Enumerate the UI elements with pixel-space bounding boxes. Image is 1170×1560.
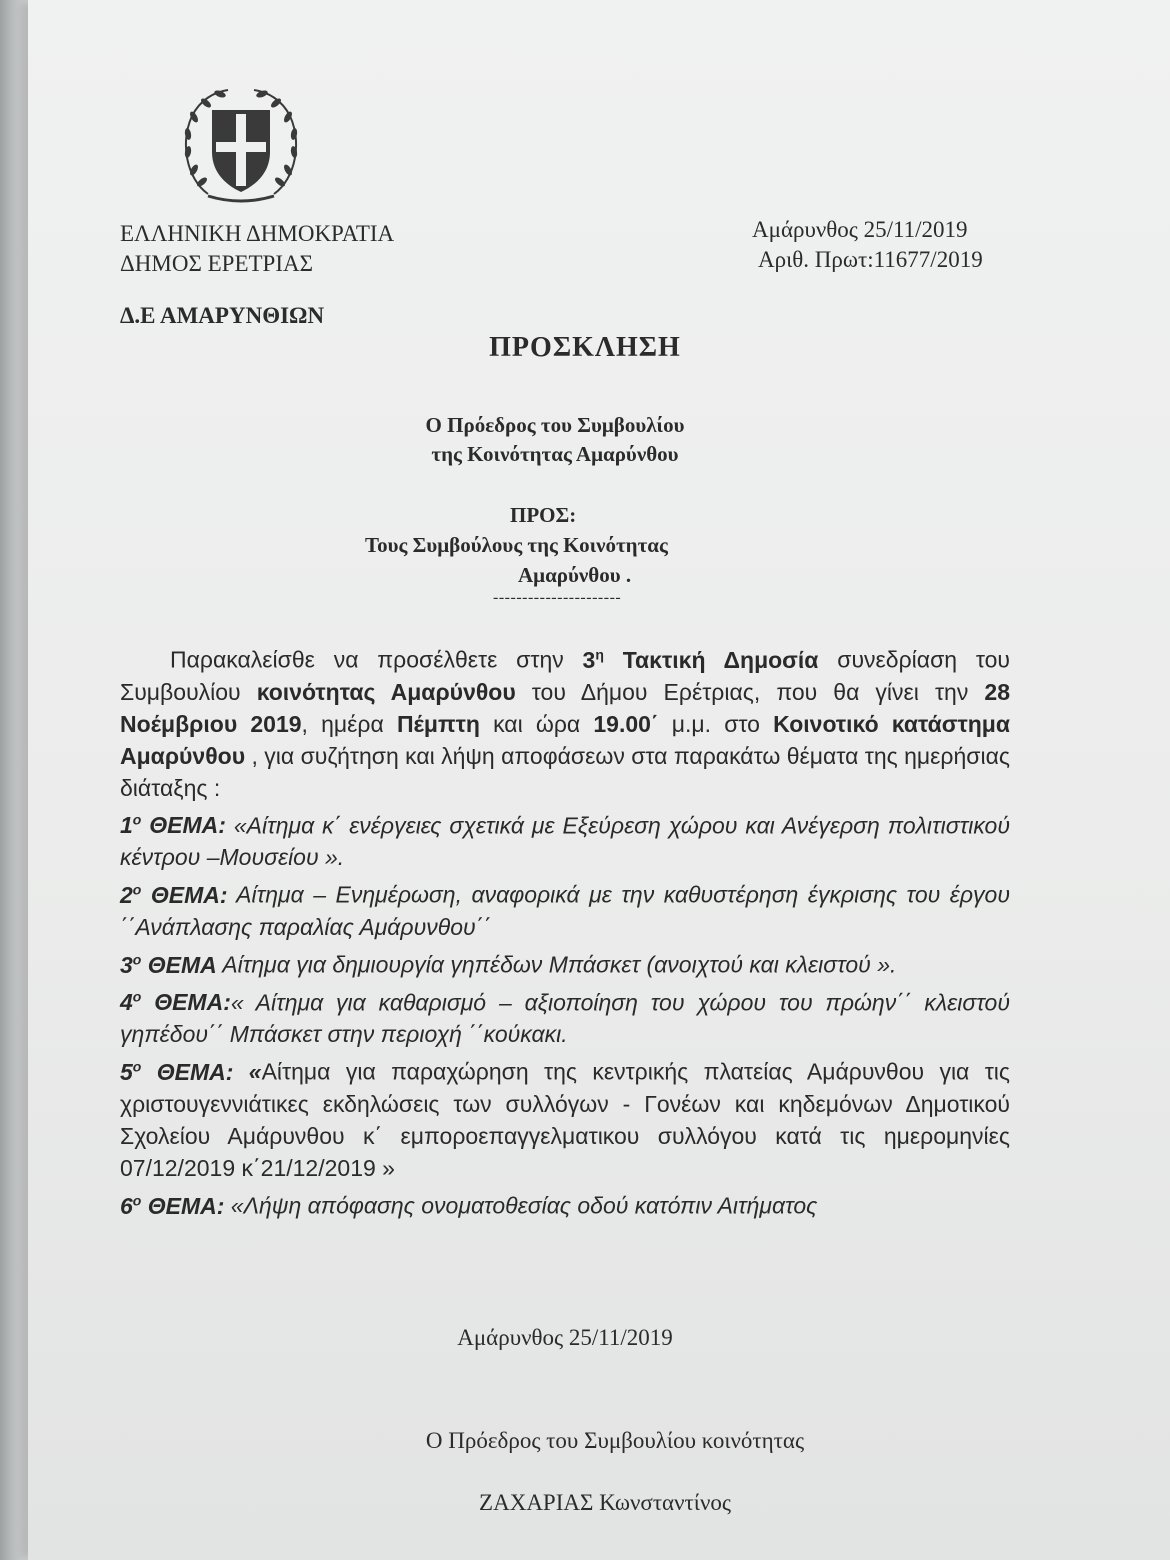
agenda-topic-3: $3^o$ ΘΕΜΑ Αίτημα για δημιουργία γηπέδων Μπάσκετ (ανοιχτού και κλειστού ». — [120, 950, 897, 978]
header-place-date: Αμάρυνθος 25/11/2019 — [752, 217, 968, 242]
document-title: ΠΡΟΣΚΛΗΣΗ — [489, 332, 681, 363]
sender-line-2: της Κοινότητας Αμαρύνθου — [431, 442, 679, 466]
sender-line-1: Ο Πρόεδρος του Συμβουλίου — [425, 413, 685, 437]
agenda-topic-5: $5^o$ ΘΕΜΑ: «Αίτημα για παραχώρηση της κεντρικής πλατείας Αμάρυνθου για τις χριστουγεννιάτικες εκδηλώσεις των συλλόγων - Γονέων και κηδεμόνων Δημοτικού Σχολείου Αμάρυνθου κ΄ εμποροεπαγγελματικου συλλόγου κατά τις ημερομηνίες 07/12/2019 κ΄21/12/2019 » — [120, 1058, 1010, 1181]
header-protocol-number: Αριθ. Πρωτ:11677/2019 — [758, 247, 983, 272]
signer-title: Ο Πρόεδρος του Συμβουλίου κοινότητας — [425, 1428, 805, 1453]
agenda-topic-6: $6^o$ ΘΕΜΑ: «Λήψη απόφασης ονοματοθεσίας οδού κατόπιν Αιτήματος — [120, 1191, 818, 1219]
recipient-line-1: Τους Συμβούλους της Κοινότητας — [365, 533, 668, 557]
invitation-body — [120, 638, 1010, 1222]
header-unit: Δ.Ε ΑΜΑΡΥΝΘΙΩΝ — [120, 303, 325, 328]
agenda-topic-1: $1^o$ ΘΕΜΑ: «Αίτημα κ΄ ενέργειες σχετικά με Εξεύρεση χώρου και Ανέγερση πολιτιστικού κέντρου –Μουσείου ». — [120, 811, 1010, 871]
footer-place-date: Αμάρυνθος 25/11/2019 — [457, 1325, 673, 1350]
recipient-divider: ---------------------- — [493, 589, 622, 606]
intro-paragraph: Παρακαλείσθε να προσέλθετε στην $3^\eta$ Τακτική Δημοσία συνεδρίαση του Συμβουλίου κοινότητας Αμαρύνθου του Δήμου Ερέτριας, που θα γίνει την 28 Νοέμβριου 2019, ημέρα Πέμπτη και ώρα 19.00΄ μ.μ. στο Κοινοτικό κατάστημα Αμαρύνθου , για συζήτηση και λήψη αποφάσεων στα παρακάτω θέματα της ημερήσιας διάταξης : — [120, 646, 1010, 801]
agenda-topic-2: $2^o$ ΘΕΜΑ: Αίτημα – Ενημέρωση, αναφορικά με την καθυστέρηση έγκρισης του έργου ΄΄Ανάπλασης παραλίας Αμάρυνθου΄΄ — [120, 881, 1010, 940]
header-municipality: ΔΗΜΟΣ ΕΡΕΤΡΙΑΣ — [120, 251, 313, 276]
agenda-topic-4: $4^o$ ΘΕΜΑ:« Αίτημα για καθαρισμό – αξιοποίηση του χώρου του πρώην΄΄ κλειστού γηπέδου΄΄ Μπάσκετ στην περιοχή ΄΄κούκακι. — [120, 988, 1010, 1048]
header-country: ΕΛΛΗΝΙΚΗ ΔΗΜΟΚΡΑΤΙΑ — [120, 221, 395, 246]
recipient-label: ΠΡΟΣ: — [510, 503, 577, 527]
signer-name: ΖΑΧΑΡΙΑΣ Κωνσταντίνος — [479, 1490, 731, 1515]
greek-coat-of-arms-icon — [178, 82, 304, 208]
recipient-line-2: Αμαρύνθου . — [518, 563, 632, 587]
